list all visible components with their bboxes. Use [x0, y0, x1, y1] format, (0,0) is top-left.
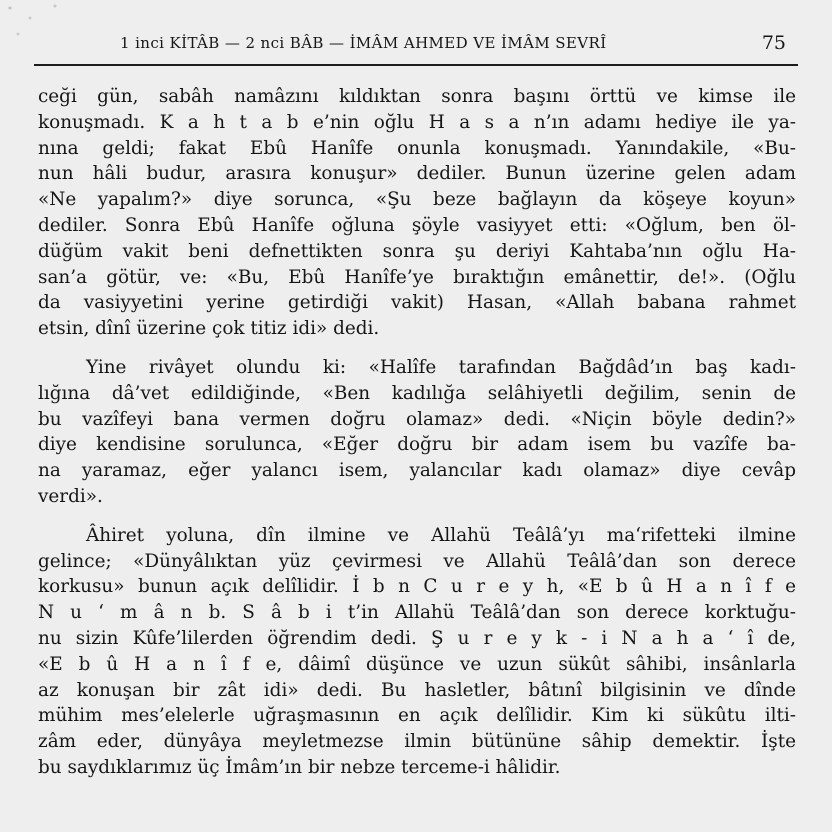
paragraph-gap	[38, 342, 796, 355]
text-line: N u ‘ m â n b. S â b i t’in Allahü Teâlâ’dan son derece korktuğu-	[38, 602, 796, 624]
body-text	[38, 84, 796, 781]
text-line: mühim mes’elelerle uğraşmasının en açık delîlidir. Kim ki sükûtu ilti-	[38, 705, 796, 727]
text-line: konuşmadı. K a h t a b e’nin oğlu H a s a n’ın adamı hediye ile ya-	[38, 111, 796, 133]
text-line: diye kendisine sorulunca, «Eğer doğru bir adam isem bu vazîfe ba-	[38, 434, 796, 456]
paragraph	[38, 355, 796, 510]
page-number: 75	[761, 32, 786, 54]
paragraph	[38, 523, 796, 781]
header-rule	[34, 64, 798, 66]
text-line: verdi».	[38, 485, 103, 507]
text-line: düğüm vakit beni defnettikten sonra şu deriyi Kahtaba’nın oğlu Ha-	[38, 240, 796, 262]
page-header	[38, 30, 800, 58]
text-line: «E b û H a n î f e, dâimî düşünce ve uzun sükût sâhibi, insânlarla	[38, 653, 796, 675]
text-line: etsin, dînî üzerine çok titiz idi» dedi.	[38, 318, 380, 340]
text-line: korkusu» bunun açık delîlidir. İ b n C u r e y h, «E b û H a n î f e	[38, 576, 796, 598]
text-line: zâm eder, dünyâya meyletmezse ilmin bütününe sâhip demektir. İşte	[38, 731, 796, 753]
text-line: az konuşan bir zât idi» dedi. Bu hasletler, bâtınî bilgisinin ve dînde	[38, 679, 796, 701]
text-line: nu sizin Kûfe’lilerden öğrendim dedi. Ş u r e y k - i N a h a ‘ î de,	[38, 627, 796, 649]
text-line: bu saydıklarımız üç İmâm’ın bir nebze terceme-i hâlidir.	[38, 756, 561, 778]
text-line: nına geldi; fakat Ebû Hanîfe onunla konuşmadı. Yanındakile, «Bu-	[38, 137, 796, 159]
text-line: Âhiret yoluna, dîn ilmine ve Allahü Teâlâ’yı ma‘rifetteki ilmine	[86, 524, 796, 546]
text-line: Yine rivâyet olundu ki: «Halîfe tarafından Bağdâd’ın baş kadı-	[86, 356, 796, 378]
text-line: dediler. Sonra Ebû Hanîfe oğluna şöyle vasiyyet etti: «Oğlum, ben öl-	[38, 214, 796, 236]
text-line: ceği gün, sabâh namâzını kıldıktan sonra başını örttü ve kimse ile	[38, 86, 796, 107]
paragraph	[38, 84, 796, 342]
text-line: «Ne yapalım?» diye sorunca, «Şu beze bağlayın da köşeye koyun»	[38, 189, 796, 211]
text-line: da vasiyyetini yerine getirdiği vakit) Hasan, «Allah babana rahmet	[38, 292, 796, 314]
text-line: bu vazîfeyi bana vermen doğru olamaz» dedi. «Niçin böyle dedin?»	[38, 408, 796, 430]
running-title: 1 inci KİTÂB — 2 nci BÂB — İMÂM AHMED VE İMÂM SEVRÎ	[120, 34, 607, 52]
text-line: lığına dâ’vet edildiğinde, «Ben kadılığa selâhiyetli değilim, senin de	[38, 382, 796, 404]
text-line: nun hâli budur, arasıra konuşur» dediler. Bunun üzerine gelen adam	[38, 163, 796, 185]
text-line: na yaramaz, eğer yalancı isem, yalancılar kadı olamaz» diye cevâp	[38, 460, 796, 482]
paragraph-gap	[38, 510, 796, 523]
text-line: gelince; «Dünyâlıktan yüz çevirmesi ve Allahü Teâlâ’dan son derece	[38, 550, 796, 572]
text-line: san’a götür, ve: «Bu, Ebû Hanîfe’ye bıraktığın emânettir, de!». (Oğlu	[38, 266, 796, 288]
